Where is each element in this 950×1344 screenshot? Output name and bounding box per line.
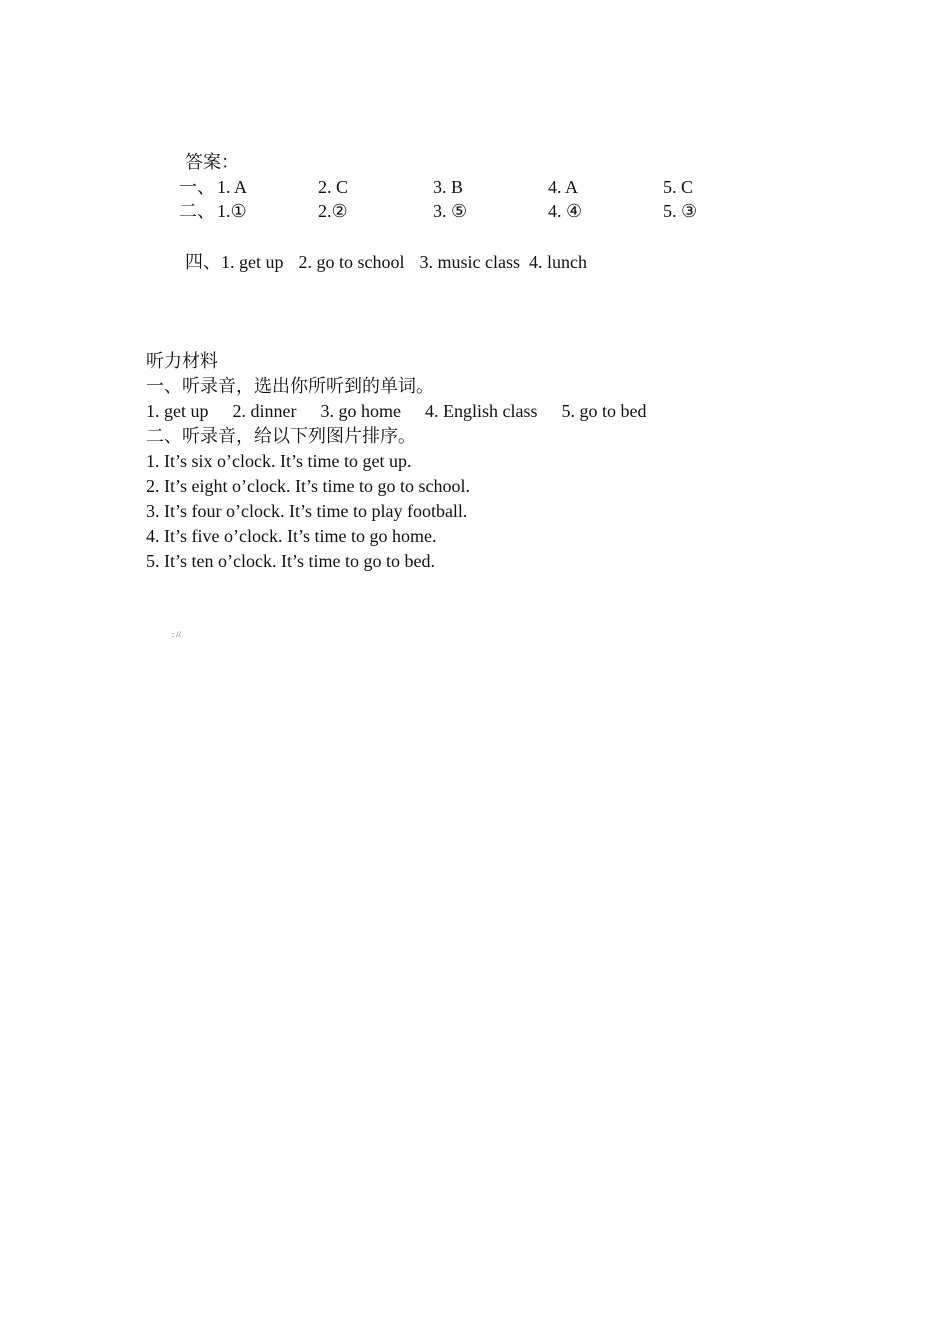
section4-item-2: 2. go to school bbox=[298, 252, 405, 272]
section1-item-5: 5. C bbox=[663, 177, 694, 197]
footnote-mark: : // bbox=[172, 630, 181, 639]
part1-instruction: 一、听录音，选出你所听到的单词。 bbox=[146, 376, 434, 396]
part2-sentence-1: 1. It’s six o’clock. It’s time to get up. bbox=[146, 451, 412, 471]
section1-item-1: 1. A bbox=[217, 177, 248, 197]
section1-item-2: 2. C bbox=[318, 177, 349, 197]
part2-sentence-5: 5. It’s ten o’clock. It’s time to go to bed. bbox=[146, 551, 435, 571]
section1-item-3: 3. B bbox=[433, 177, 464, 197]
section4-prefix: 四、 bbox=[185, 252, 221, 272]
part1-word-4: 4. English class bbox=[424, 401, 538, 421]
section2-item-5: 5. ③ bbox=[663, 201, 698, 221]
part1-word-2: 2. dinner bbox=[232, 401, 297, 421]
section2-item-2: 2.② bbox=[318, 201, 348, 221]
section4-item-1: 1. get up bbox=[221, 252, 284, 272]
part1-word-list bbox=[146, 399, 646, 423]
part2-sentence-3: 3. It’s four o’clock. It’s time to play football. bbox=[146, 501, 468, 521]
section4-item-3: 3. music class bbox=[419, 252, 520, 272]
part2-sentence-4: 4. It’s five o’clock. It’s time to go home. bbox=[146, 526, 437, 546]
answers-heading: 答案： bbox=[185, 152, 239, 172]
listening-heading: 听力材料 bbox=[146, 351, 218, 371]
section4-row bbox=[185, 250, 587, 274]
part1-word-3: 3. go home bbox=[320, 401, 401, 421]
part2-sentence-2: 2. It’s eight o’clock. It’s time to go to school. bbox=[146, 476, 470, 496]
section1-item-4: 4. A bbox=[548, 177, 579, 197]
part1-word-5: 5. go to bed bbox=[561, 401, 647, 421]
section2-item-4: 4. ④ bbox=[548, 201, 583, 221]
section4-item-4: 4. lunch bbox=[529, 252, 587, 272]
part1-word-1: 1. get up bbox=[146, 401, 209, 421]
part2-instruction: 二、听录音，给以下列图片排序。 bbox=[146, 426, 416, 446]
section2-item-1: 1.① bbox=[217, 201, 247, 221]
section2-item-3: 3. ⑤ bbox=[433, 201, 468, 221]
section1-prefix: 一、 bbox=[179, 177, 215, 197]
section2-prefix: 二、 bbox=[179, 201, 215, 221]
